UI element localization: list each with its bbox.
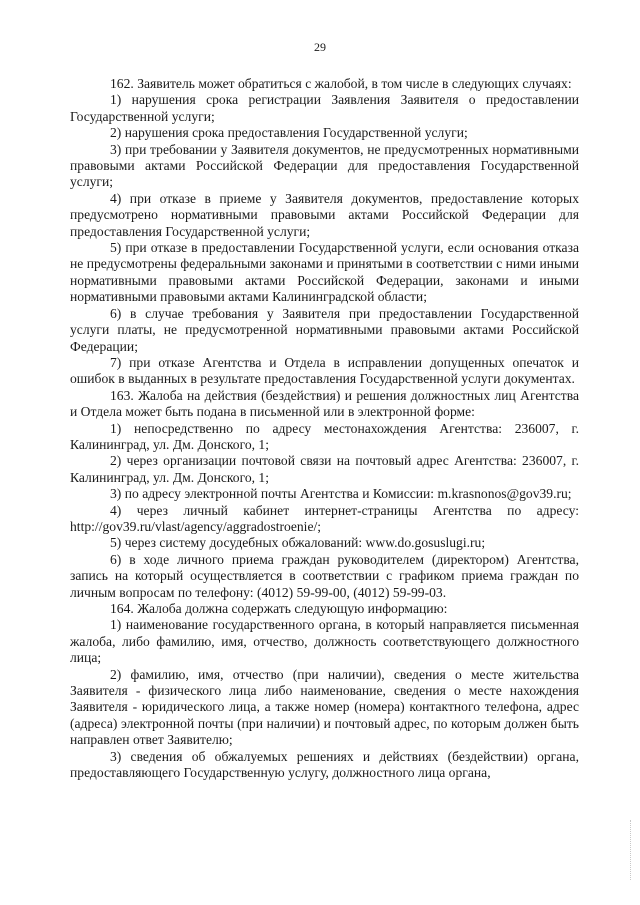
paragraph-162-item-6: 6) в случае требования у Заявителя при предоставлении Государственной услуги платы, не предусмотренной нормативными правовыми актами Российской Федерации; [70,305,579,354]
paragraph-163-item-3: 3) по адресу электронной почты Агентства и Комиссии: m.krasnonos@gov39.ru; [110,486,572,502]
scan-artifact [630,820,634,880]
page-number: 29 [314,40,326,54]
paragraph-162-item-5: 5) при отказе в предоставлении Государственной услуги, если основания отказа не предусмотрены федеральными законами и принятыми в соответствии с ними иными нормативными правовыми актами Российской Федерации, законами и иными нормативными правовыми актами Калининградской области; [70,240,580,305]
paragraph-163-item-1: 1) непосредственно по адресу местонахождения Агентства: 236007, г. Калининград, ул. Дм. Донского, 1; [70,420,579,452]
paragraph-163: 163. Жалоба на действия (бездействия) и решения должностных лиц Агентства и Отдела может быть подана в письменной или в электронной форме: [70,387,579,420]
paragraph-162-item-4: 4) при отказе в приеме у Заявителя документов, предоставление которых предусмотрено нормативными правовыми актами Российской Федерации для предоставления Государственной услуги; [70,190,579,239]
paragraph-164: 164. Жалоба должна содержать следующую информацию: [110,601,448,616]
paragraph-162-item-7: 7) при отказе Агентства и Отдела в исправлении допущенных опечаток и ошибок в выданных в результате предоставления Государственной услуги документах. [70,354,579,387]
paragraph-164-item-1: 1) наименование государственного органа, в который направляется письменная жалоба, либо фамилию, имя, отчество, должность соответствующего должностного лица; [70,617,579,666]
paragraph-162: 162. Заявитель может обратиться с жалобой, в том числе в следующих случаях: [110,76,572,91]
paragraph-163-item-5: 5) через систему досудебных обжалований: www.do.gosuslugi.ru; [110,535,486,551]
paragraph-162-item-2: 2) нарушения срока предоставления Государственной услуги; [110,125,468,141]
paragraph-164-item-2: 2) фамилию, имя, отчество (при наличии), сведения о месте жительства Заявителя - физического лица либо наименование, сведения о месте нахождения Заявителя - юридического лица, а также номер (номера) контактного телефона, адрес (адреса) электронной почты (при наличии) и почтовый адрес, по которым должен быть направлен ответ Заявителю; [70,666,579,748]
paragraph-162-item-3: 3) при требовании у Заявителя документов, не предусмотренных нормативными правовыми актами Российской Федерации для предоставления Государственной услуги; [70,141,579,190]
document-body [70,76,579,781]
paragraph-164-item-3: 3) сведения об обжалуемых решениях и действиях (бездействии) органа, предоставляющего Государственную услугу, должностного лица органа, [70,748,579,781]
paragraph-163-item-6: 6) в ходе личного приема граждан руководителем (директором) Агентства, запись на который осуществляется в соответствии с графиком приема граждан по личным вопросам по телефону: (4012) 59-99-00, (4012) 59-99-03. [70,551,579,600]
paragraph-162-item-1: 1) нарушения срока регистрации Заявления Заявителя о предоставлении Государственной услуги; [70,92,579,124]
paragraph-163-item-4: 4) через личный кабинет интернет-страницы Агентства по адресу: http://gov39.ru/vlast/agency/aggradostroenie/; [70,502,579,534]
paragraph-163-item-2: 2) через организации почтовой связи на почтовый адрес Агентства: 236007, г. Калининград, ул. Дм. Донского, 1; [70,453,579,485]
